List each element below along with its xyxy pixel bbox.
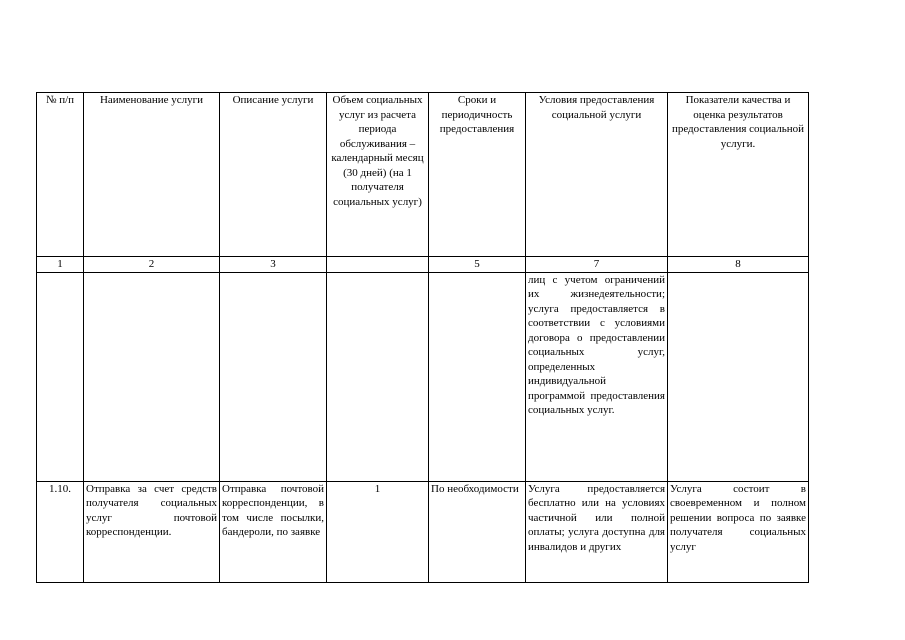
conditions-continued: лиц с учетом ограничений их жизнедеятельности; услуга предоставляется в соответствии с условиями договора о предоставлении социальных услуг, определенных индивидуальной программой предоставления социальных услуг. <box>526 272 668 481</box>
header-num: № п/п <box>37 93 84 257</box>
column-number: 2 <box>84 257 220 273</box>
table-cell <box>84 272 220 481</box>
header-row <box>37 93 809 257</box>
column-number: 5 <box>429 257 526 273</box>
table-cell <box>668 272 809 481</box>
column-number: 1 <box>37 257 84 273</box>
table-cell <box>220 272 327 481</box>
header-service-name: Наименование услуги <box>84 93 220 257</box>
header-service-description: Описание услуги <box>220 93 327 257</box>
service-volume: 1 <box>327 481 429 582</box>
table-row <box>37 481 809 582</box>
table-cell <box>429 272 526 481</box>
table-cell <box>37 272 84 481</box>
service-conditions: Услуга предоставляется бесплатно или на условиях частичной или полной оплаты; услуга доступна для инвалидов и других <box>526 481 668 582</box>
service-quality: Услуга состоит в своевременном и полном решении вопроса по заявке получателя социальных услуг <box>668 481 809 582</box>
header-conditions: Условия предоставления социальной услуги <box>526 93 668 257</box>
service-description: Отправка почтовой корреспонденции, в том числе посылки, бандероли, по заявке <box>220 481 327 582</box>
column-numbers-row <box>37 257 809 273</box>
header-timing: Сроки и периодичность предоставления <box>429 93 526 257</box>
table-cell <box>327 272 429 481</box>
column-number: 8 <box>668 257 809 273</box>
service-timing: По необходимости <box>429 481 526 582</box>
row-number: 1.10. <box>37 481 84 582</box>
header-volume: Объем социальных услуг из расчета периода обслуживания – календарный месяц (30 дней) (на 1 получателя социальных услуг) <box>327 93 429 257</box>
header-quality: Показатели качества и оценка результатов предоставления социальной услуги. <box>668 93 809 257</box>
service-name: Отправка за счет средств получателя социальных услуг почтовой корреспонденции. <box>84 481 220 582</box>
column-number: 7 <box>526 257 668 273</box>
column-number <box>327 257 429 273</box>
social-services-table <box>36 92 809 583</box>
continuation-row <box>37 272 809 481</box>
column-number: 3 <box>220 257 327 273</box>
